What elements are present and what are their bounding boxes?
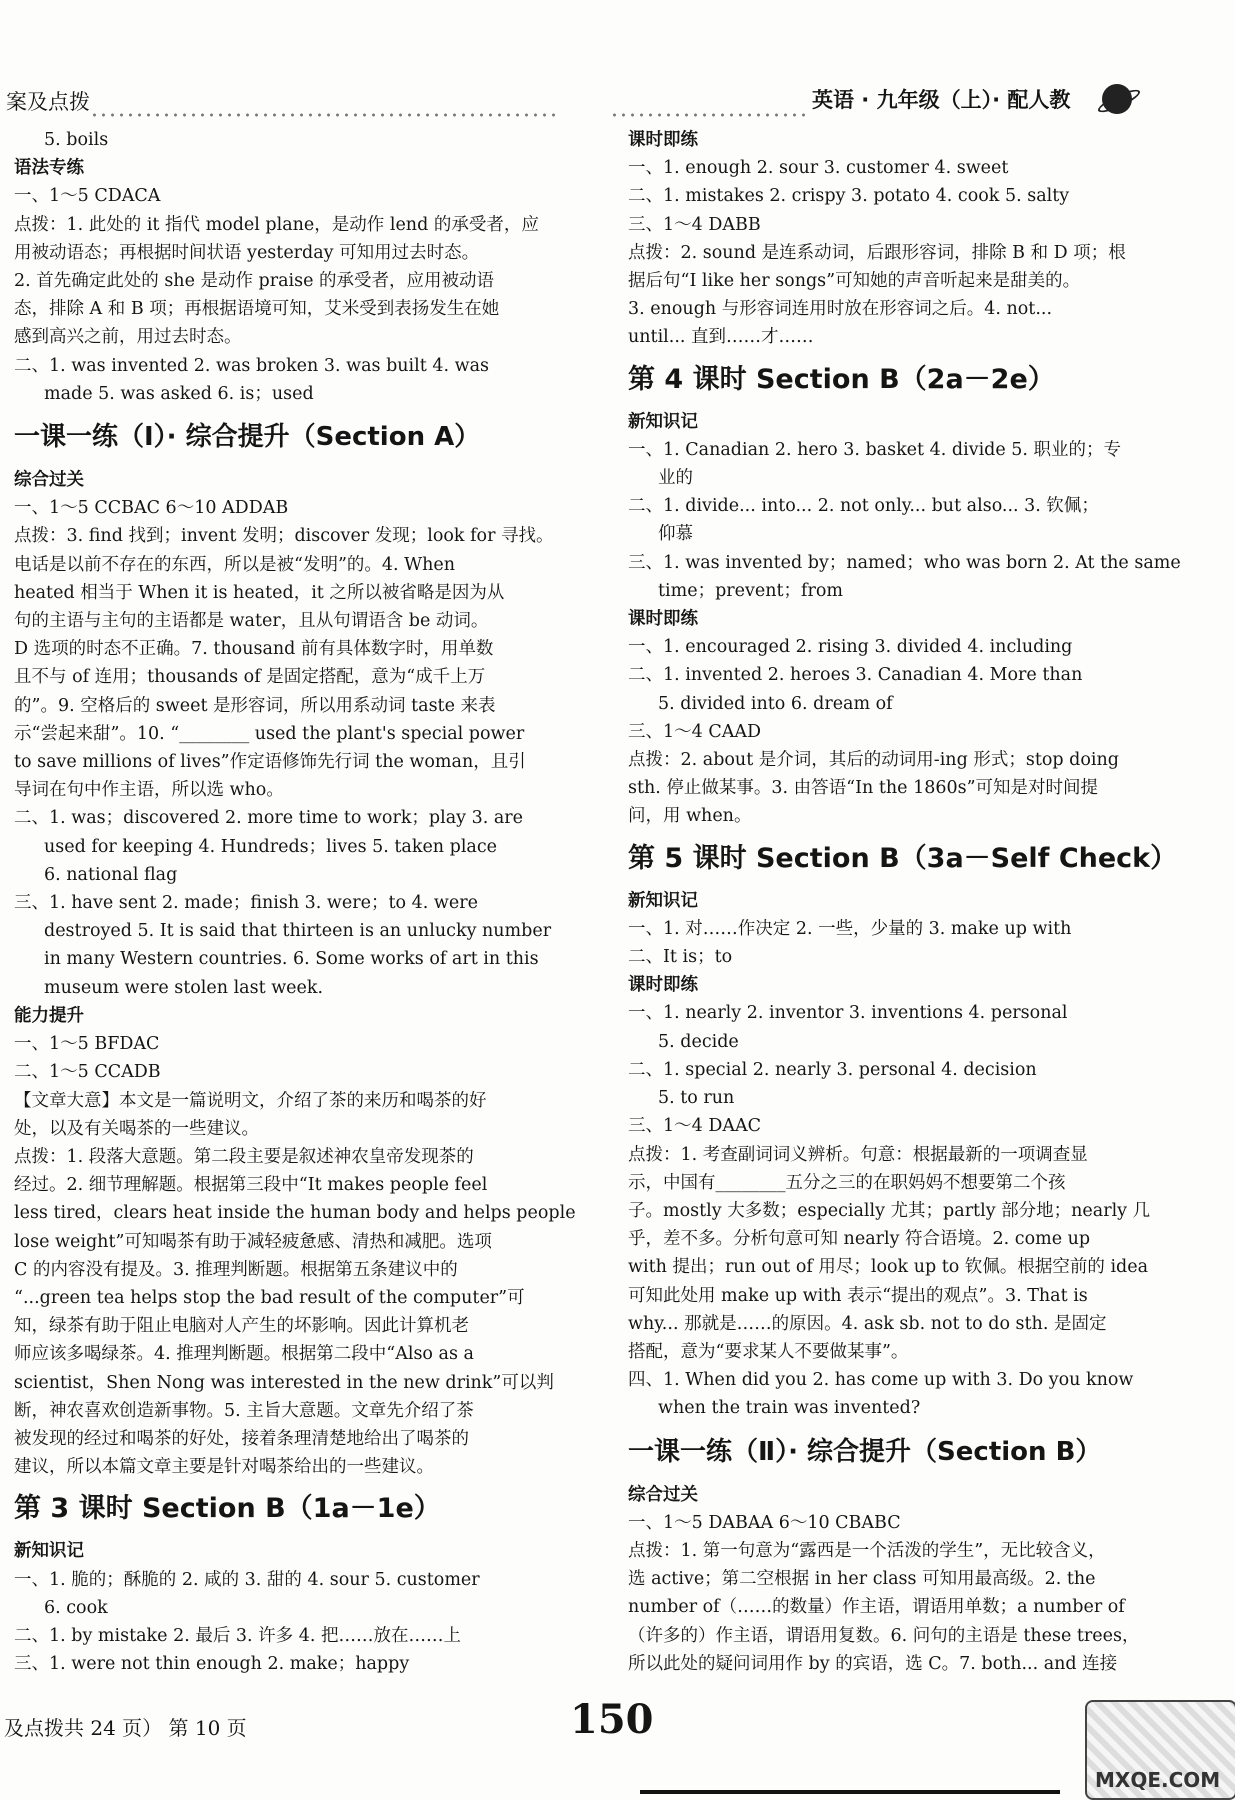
text-line: museum were stolen last week.: [44, 977, 324, 998]
text-line: 一、1～5 DABAA 6～10 CBABC: [628, 1512, 901, 1533]
watermark-logo: [1085, 1700, 1235, 1800]
section-heading: 一课一练（Ⅰ）· 综合提升（Section A）: [14, 422, 481, 453]
text-line: 搭配，意为“要求某人不要做某事”。: [628, 1341, 909, 1362]
text-line: 示“尝起来甜”。10. “________ used the plant's special power: [14, 723, 525, 744]
text-line: sth. 停止做某事。3. 由答语“In the 1860s”可知是对时间提: [628, 778, 1099, 799]
text-line: with 提出；run out of 用尽；look up to 钦佩。根据空前的 idea: [628, 1257, 1149, 1278]
text-line: less tired，clears heat inside the human body and helps people: [14, 1203, 576, 1224]
text-line: 点拨：1. 段落大意题。第二段主要是叙述神农皇帝发现茶的: [14, 1146, 474, 1167]
text-line: 一、1～5 CDACA: [14, 186, 161, 207]
subsection-label: 新知识记: [14, 1541, 84, 1562]
text-line: 所以此处的疑问词用作 by 的宾语，选 C。7. both... and 连接: [628, 1653, 1118, 1674]
text-line: 可知此处用 make up with 表示“提出的观点”。3. That is: [628, 1285, 1088, 1306]
text-line: 点拨：3. find 找到；invent 发明；discover 发现；look for 寻找。: [14, 526, 554, 547]
text-line: 二、1. was；discovered 2. more time to work；play 3. are: [14, 808, 524, 829]
text-line: 业的: [658, 468, 693, 489]
text-line: 二、1. invented 2. heroes 3. Canadian 4. More than: [628, 665, 1083, 686]
text-line: 三、1～4 CAAD: [628, 721, 762, 742]
text-line: 师应该多喝绿茶。4. 推理判断题。根据第二段中“Also as a: [14, 1344, 474, 1365]
text-line: until... 直到……才……: [628, 327, 814, 348]
text-line: 二、1～5 CCADB: [14, 1062, 161, 1083]
section-heading: 第 3 课时 Section B（1a－1e）: [14, 1493, 441, 1525]
text-line: 用被动语态；再根据时间状语 yesterday 可知用过去时态。: [14, 242, 480, 263]
page-number: 150: [570, 1696, 654, 1743]
text-line: 感到高兴之前，用过去时态。: [14, 327, 242, 348]
text-line: 断，神农喜欢创造新事物。5. 主旨大意题。文章先介绍了茶: [14, 1400, 474, 1421]
header-right-title: 英语 · 九年级（上）· 配人教: [812, 88, 1071, 112]
subsection-label: 新知识记: [628, 890, 698, 911]
subsection-label: 综合过关: [628, 1484, 698, 1505]
text-line: 处，以及有关喝茶的一些建议。: [14, 1118, 259, 1139]
text-line: 电话是以前不存在的东西，所以是被“发明”的。4. When: [14, 554, 456, 575]
text-line: 二、1. special 2. nearly 3. personal 4. decision: [628, 1059, 1037, 1080]
text-line: 3. enough 与形容词连用时放在形容词之后。4. not...: [628, 299, 1053, 320]
header-dot-rule-right: [610, 113, 810, 117]
text-line: 【文章大意】本文是一篇说明文，介绍了茶的来历和喝茶的好: [14, 1090, 487, 1111]
text-line: （许多的）作主语，谓语用复数。6. 问句的主语是 these trees，: [628, 1625, 1140, 1646]
text-line: 且不与 of 连用；thousands of 是固定搭配，意为“成千上万: [14, 667, 486, 688]
text-line: made 5. was asked 6. is；used: [44, 383, 314, 404]
text-line: 导词在句中作主语，所以选 who。: [14, 780, 284, 801]
text-line: 被发现的经过和喝茶的好处，接着条理清楚地给出了喝茶的: [14, 1428, 469, 1449]
right-column: [628, 126, 1228, 1678]
text-line: why... 那就是……的原因。4. ask sb. not to do sth. 是固定: [628, 1313, 1107, 1334]
text-line: used for keeping 4. Hundreds；lives 5. taken place: [44, 836, 498, 857]
text-line: 5. to run: [658, 1088, 735, 1109]
text-line: 一、1～5 BFDAC: [14, 1034, 160, 1055]
text-line: scientist，Shen Nong was interested in the new drink”可以判: [14, 1372, 554, 1393]
text-line: 三、1. have sent 2. made；finish 3. were；to 4. were: [14, 893, 478, 914]
text-line: 态，排除 A 和 B 项；再根据语境可知，艾米受到表扬发生在她: [14, 299, 500, 320]
text-line: 二、1. divide... into... 2. not only... but also... 3. 钦佩；: [628, 496, 1099, 517]
text-line: 三、1～4 DABB: [628, 214, 761, 235]
text-line: 5. decide: [658, 1031, 739, 1052]
text-line: 6. national flag: [44, 864, 178, 885]
text-line: 一、1. Canadian 2. hero 3. basket 4. divide 5. 职业的；专: [628, 439, 1122, 460]
text-line: 点拨：1. 考查副词词义辨析。句意：根据最新的一项调查显: [628, 1144, 1088, 1165]
text-line: 二、1. by mistake 2. 最后 3. 许多 4. 把……放在……上: [14, 1625, 461, 1646]
text-line: 二、1. was invented 2. was broken 3. was built 4. was: [14, 355, 489, 376]
text-line: 一、1. 脆的；酥脆的 2. 咸的 3. 甜的 4. sour 5. customer: [14, 1569, 480, 1590]
section-heading: 第 5 课时 Section B（3a－Self Check）: [628, 842, 1178, 874]
subsection-label: 课时即练: [628, 609, 698, 630]
text-line: 点拨：2. sound 是连系动词，后跟形容词，排除 B 和 D 项；根: [628, 242, 1126, 263]
text-line: C 的内容没有提及。3. 推理判断题。根据第五条建议中的: [14, 1259, 458, 1280]
footer-page-info: 及点拨共 24 页） 第 10 页: [4, 1716, 247, 1740]
subsection-label: 能力提升: [14, 1005, 84, 1026]
text-line: 5. divided into 6. dream of: [658, 693, 893, 714]
text-line: 一、1～5 CCBAC 6～10 ADDAB: [14, 498, 289, 519]
text-line: 示，中国有________五分之三的在职妈妈不想要第二个孩: [628, 1172, 1066, 1193]
text-line: 问，用 when。: [628, 806, 752, 827]
subsection-label: 课时即练: [628, 130, 698, 150]
text-line: 选 active；第二空根据 in her class 可知用最高级。2. the: [628, 1569, 1096, 1590]
text-line: 三、1. was invented by；named；who was born 2. At the same: [628, 552, 1181, 573]
subsection-label: 语法专练: [14, 158, 84, 179]
text-line: 三、1～4 DAAC: [628, 1116, 762, 1137]
text-line: 一、1. enough 2. sour 3. customer 4. sweet: [628, 158, 1009, 179]
subsection-label: 综合过关: [14, 470, 84, 491]
text-line: heated 相当于 When it is heated，it 之所以被省略是因为从: [14, 582, 505, 603]
text-line: number of（……的数量）作主语，谓语用单数；a number of: [628, 1597, 1125, 1618]
text-line: 四、1. When did you 2. has come up with 3. Do you know: [628, 1370, 1134, 1391]
section-heading: 第 4 课时 Section B（2a－2e）: [628, 363, 1055, 395]
text-line: 句的主语与主句的主语都是 water，且从句谓语含 be 动词。: [14, 611, 489, 632]
text-line: 6. cook: [44, 1597, 108, 1618]
planet-logo-icon: [1102, 84, 1132, 114]
text-line: 据后句“I like her songs”可知她的声音听起来是甜美的。: [628, 271, 1081, 292]
text-line: 子。mostly 大多数；especially 尤其；partly 部分地；nearly 几: [628, 1200, 1151, 1221]
header-dot-rule-left: [90, 113, 560, 117]
footer-bar: [640, 1790, 1060, 1794]
text-line: “...green tea helps stop the bad result of the computer”可: [14, 1287, 525, 1308]
subsection-label: 新知识记: [628, 411, 698, 432]
header-left-title: 案及点拨: [6, 90, 90, 114]
left-column: [14, 126, 586, 1678]
text-line: 点拨：1. 第一句意为“露西是一个活泼的学生”，无比较含义，: [628, 1540, 1106, 1561]
text-line: to save millions of lives”作定语修饰先行词 the woman，且引: [14, 752, 526, 773]
text-line: when the train was invented?: [658, 1398, 921, 1419]
text-line: 2. 首先确定此处的 she 是动作 praise 的承受者，应用被动语: [14, 271, 495, 292]
text-line: 点拨：2. about 是介词，其后的动词用-ing 形式；stop doing: [628, 750, 1119, 771]
text-line: 二、1. mistakes 2. crispy 3. potato 4. cook 5. salty: [628, 186, 1070, 207]
text-line: 建议，所以本篇文章主要是针对喝茶给出的一些建议。: [14, 1457, 434, 1478]
text-line: 乎，差不多。分析句意可知 nearly 符合语境。2. come up: [628, 1229, 1091, 1250]
text-line: 一、1. 对……作决定 2. 一些，少量的 3. make up with: [628, 918, 1072, 939]
text-line: 知，绿茶有助于阻止电脑对人产生的坏影响。因此计算机老: [14, 1316, 469, 1337]
text-line: 点拨：1. 此处的 it 指代 model plane，是动作 lend 的承受者，应: [14, 214, 539, 235]
text-line: in many Western countries. 6. Some works of art in this: [44, 949, 539, 970]
text-line: 一、1. encouraged 2. rising 3. divided 4. including: [628, 637, 1073, 658]
section-heading: 一课一练（Ⅱ）· 综合提升（Section B）: [628, 1436, 1102, 1467]
text-line: 的”。9. 空格后的 sweet 是形容词，所以用系动词 taste 来表: [14, 695, 496, 716]
text-line: 二、It is；to: [628, 947, 733, 968]
text-line: 三、1. were not thin enough 2. make；happy: [14, 1654, 410, 1675]
text-line: lose weight”可知喝茶有助于减轻疲惫感、清热和减肥。选项: [14, 1231, 492, 1252]
text-line: D 选项的时态不正确。7. thousand 前有具体数字时，用单数: [14, 639, 494, 660]
text-line: 一、1. nearly 2. inventor 3. inventions 4. personal: [628, 1003, 1068, 1024]
text-line: 仰慕: [658, 524, 693, 545]
watermark-text: MXQE.COM: [1095, 1768, 1221, 1792]
subsection-label: 课时即练: [628, 975, 698, 996]
text-line: time；prevent；from: [658, 580, 844, 601]
text-line: 经过。2. 细节理解题。根据第三段中“It makes people feel: [14, 1175, 488, 1196]
text-line: destroyed 5. It is said that thirteen is an unlucky number: [44, 921, 552, 942]
text-line: 5. boils: [44, 130, 109, 150]
